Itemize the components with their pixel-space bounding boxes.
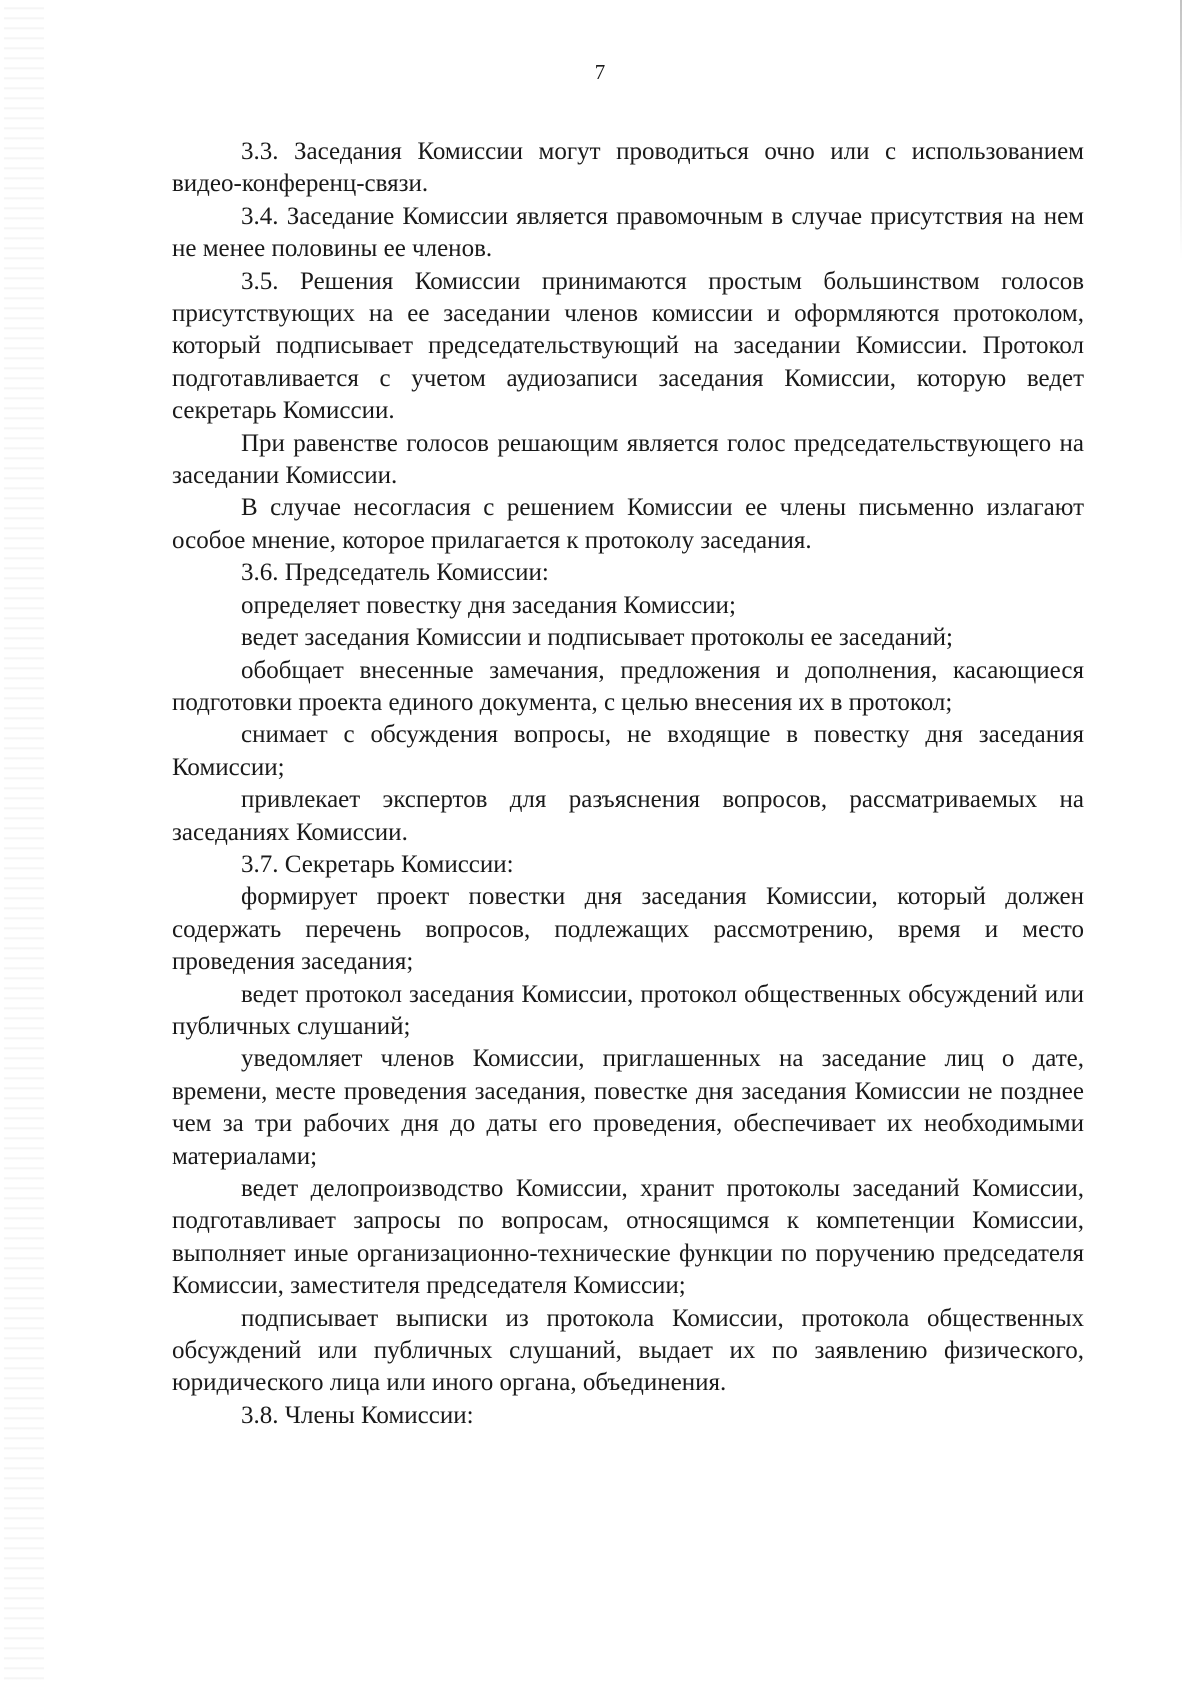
list-item-signs-extracts: подписывает выписки из протокола Комиссии, протокола общественных обсуждений или публичных слушаний, выдает их по заявлению физического, юридического лица или иного органа, объединения. — [172, 1304, 1084, 1397]
paragraph-3-6: 3.6. Председатель Комиссии: — [241, 559, 549, 587]
list-item-conducts: ведет заседания Комиссии и подписывает протоколы ее заседаний; — [241, 624, 953, 652]
list-item-removes: снимает с обсуждения вопросы, не входящие в повестку дня заседания Комиссии; — [172, 721, 1084, 781]
paragraph-dissent: В случае несогласия с решением Комиссии ее члены письменно излагают особое мнение, которое прилагается к протоколу заседания. — [172, 494, 1084, 554]
list-item-notifies: уведомляет членов Комиссии, приглашенных на заседание лиц о дате, времени, месте проведения заседания, повестке дня заседания Комиссии не позднее чем за три рабочих дня до даты его проведения, обеспечивает их необходимыми материалами; — [172, 1045, 1084, 1170]
paragraph-3-7: 3.7. Секретарь Комиссии: — [241, 850, 514, 878]
scan-edge-right — [1180, 0, 1182, 260]
paragraph-3-8: 3.8. Члены Комиссии: — [241, 1401, 474, 1429]
document-body — [172, 136, 1084, 1432]
paragraph-3-4: 3.4. Заседание Комиссии является правомочным в случае присутствия на нем не менее половины ее членов. — [172, 202, 1084, 263]
scan-edge-left — [4, 0, 44, 1686]
page-number: 7 — [594, 60, 606, 84]
paragraph-3-3: 3.3. Заседания Комиссии могут проводиться очно или с использованием видео-конференц-связи. — [172, 138, 1084, 198]
list-item-records: ведет делопроизводство Комиссии, хранит протоколы заседаний Комиссии, подготавливает запросы по вопросам, относящимся к компетенции Комиссии, выполняет иные организационно-технические функции по поручению председателя Комиссии, заместителя председателя Комиссии; — [172, 1175, 1084, 1300]
list-item-experts: привлекает экспертов для разъяснения вопросов, рассматриваемых на заседаниях Комиссии. — [172, 786, 1084, 846]
paragraph-3-5: 3.5. Решения Комиссии принимаются простым большинством голосов присутствующих на ее заседании членов комиссии и оформляются протоколом, который подписывает председательствующий на заседании Комиссии. Протокол подготавливается с учетом аудиозаписи заседания Комиссии, которую ведет секретарь Комиссии. — [172, 267, 1084, 425]
paragraph-equal-votes: При равенстве голосов решающим является голос председательствующего на заседании Комиссии. — [172, 429, 1084, 490]
list-item-forms-agenda: формирует проект повестки дня заседания Комиссии, который должен содержать перечень вопросов, подлежащих рассмотрению, время и место проведения заседания; — [172, 883, 1084, 976]
list-item-agenda: определяет повестку дня заседания Комиссии; — [241, 591, 736, 619]
list-item-summarizes: обобщает внесенные замечания, предложения и дополнения, касающиеся подготовки проекта единого документа, с целью внесения их в протокол; — [172, 656, 1084, 716]
list-item-keeps-protocol: ведет протокол заседания Комиссии, протокол общественных обсуждений или публичных слушаний; — [172, 980, 1084, 1040]
